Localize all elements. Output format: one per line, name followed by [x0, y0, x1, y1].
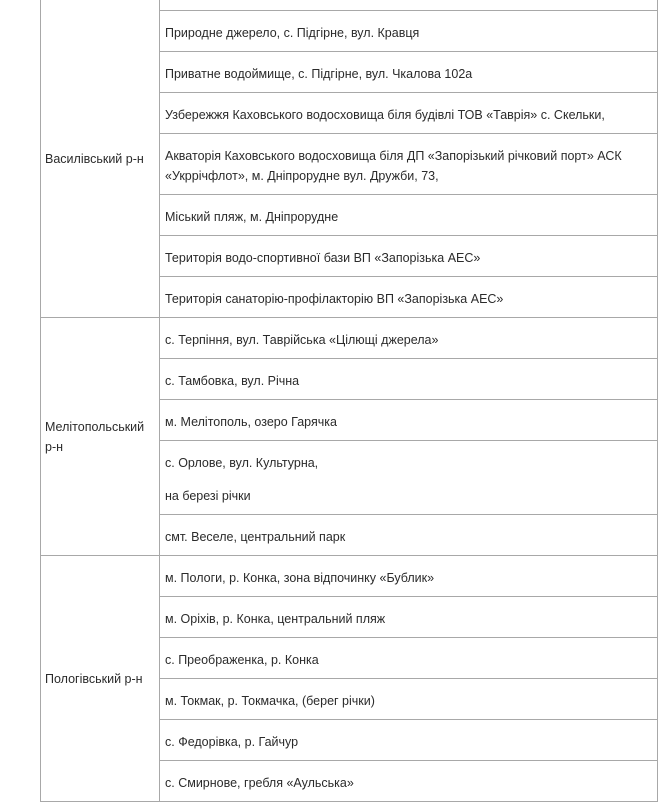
district-name: Пологівський р-н [45, 672, 143, 686]
location-row [160, 133, 658, 194]
location-row [160, 719, 658, 760]
location-row [160, 596, 658, 637]
location-text: м. Мелітополь, озеро Гарячка [165, 415, 337, 429]
location-text-extra: на березі річки [165, 489, 251, 503]
location-row [160, 358, 658, 399]
location-text: с. Смирнове, гребля «Аульська» [165, 776, 354, 790]
location-text: с. Терпіння, вул. Таврійська «Цілющі джерела» [165, 333, 439, 347]
location-row [160, 92, 658, 133]
district-name: Василівський р-н [45, 152, 144, 166]
location-text: Акваторія Каховського водосховища біля ДП «Запорізький річковий порт» АСК «Укррічфлот», м. Дніпрорудне вул. Дружби, 73, [165, 149, 622, 183]
location-row [160, 399, 658, 440]
location-text: с. Преображенка, р. Конка [165, 653, 319, 667]
location-text: смт. Веселе, центральний парк [165, 530, 346, 544]
location-row [160, 194, 658, 235]
location-row [160, 317, 658, 358]
location-row [160, 637, 658, 678]
location-text: Територія санаторію-профілакторію ВП «Запорізька АЕС» [165, 292, 504, 306]
location-text: Територія водо-спортивної бази ВП «Запорізька АЕС» [165, 251, 481, 265]
location-row [160, 51, 658, 92]
location-text: с. Тамбовка, вул. Річна [165, 374, 300, 388]
location-text: м. Оріхів, р. Конка, центральний пляж [165, 612, 386, 626]
location-text: с. Орлове, вул. Культурна, [165, 456, 319, 470]
location-row [160, 276, 658, 317]
district-cell [40, 317, 160, 555]
location-text: Міський пляж, м. Дніпрорудне [165, 210, 339, 224]
location-text: м. Пологи, р. Конка, зона відпочинку «Бублик» [165, 571, 435, 585]
location-row [160, 760, 658, 802]
location-row [160, 10, 658, 51]
location-text: Приватне водоймище, с. Підгірне, вул. Чкалова 102а [165, 67, 473, 81]
location-row [160, 514, 658, 555]
location-text: м. Токмак, р. Токмачка, (берег річки) [165, 694, 375, 708]
district-cell [40, 555, 160, 802]
location-row [160, 440, 658, 514]
location-text: с. Федорівка, р. Гайчур [165, 735, 299, 749]
district-cell [40, 0, 160, 318]
location-row [160, 678, 658, 719]
district-name: Мелітопольський р-н [45, 419, 145, 454]
location-text: Природне джерело, с. Підгірне, вул. Кравця [165, 26, 420, 40]
location-text: Узбережжя Каховського водосховища біля будівлі ТОВ «Таврія» с. Скельки, [165, 108, 605, 122]
location-row [160, 555, 658, 596]
location-row [160, 235, 658, 276]
